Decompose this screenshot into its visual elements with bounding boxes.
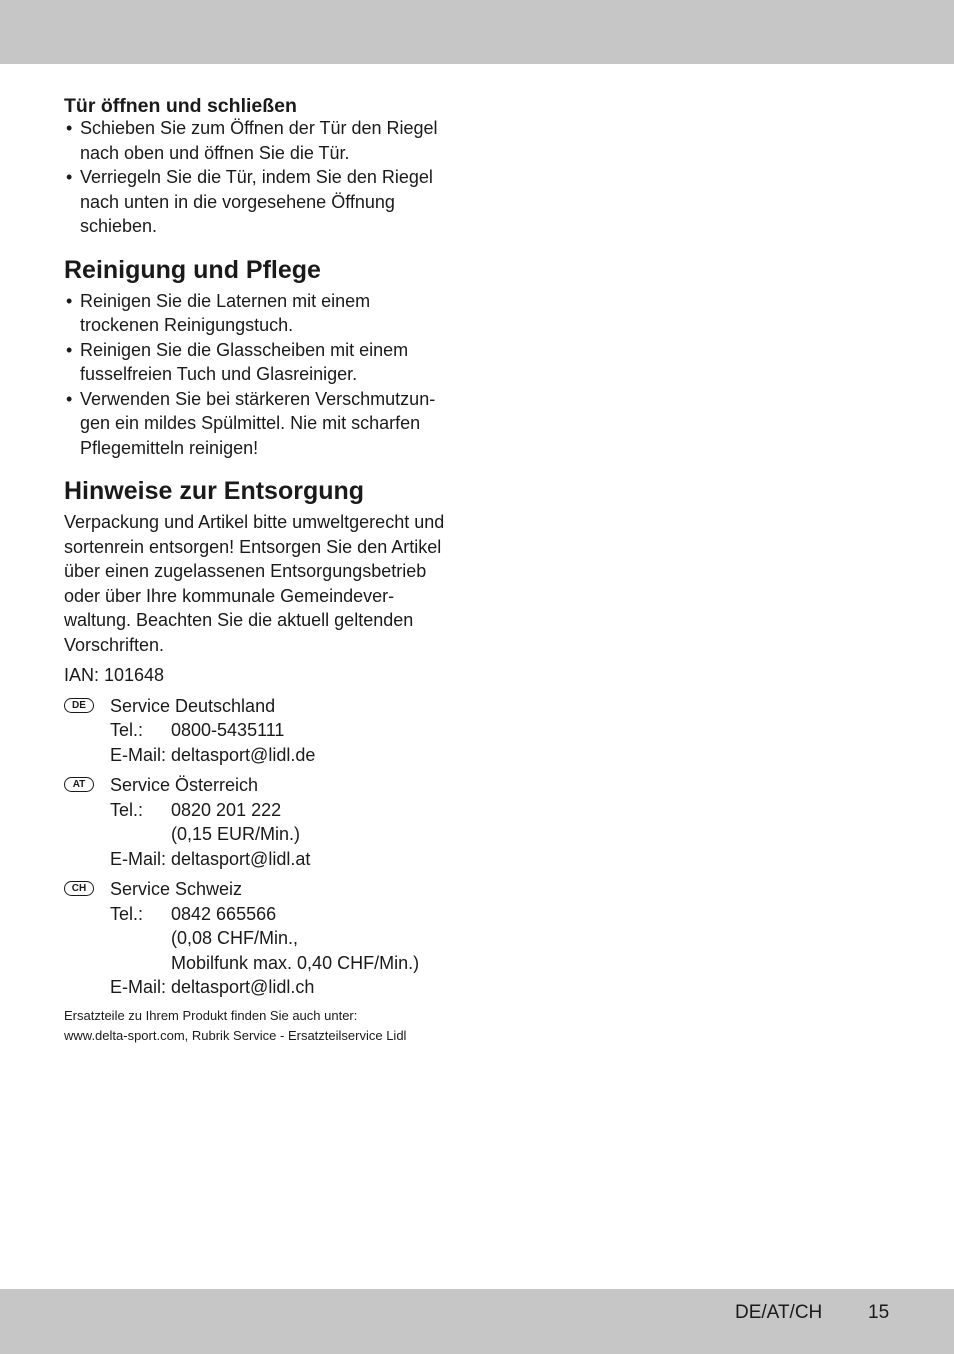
spare-parts-line: Ersatzteile zu Ihrem Produkt finden Sie auch unter: (64, 1007, 358, 1023)
country-badge-at: AT (64, 777, 94, 792)
ian-number: IAN: 101648 (64, 665, 165, 685)
tel-label: Tel.: (110, 720, 144, 740)
email-address: deltasport@lidl.de (171, 744, 316, 765)
service-germany (64, 694, 454, 768)
tel-rate: (0,08 CHF/Min., (171, 928, 299, 948)
tel-rate-mobile: Mobilfunk max. 0,40 CHF/Min.) (171, 952, 420, 973)
tel-number: 0800-5435111 (171, 720, 285, 740)
email-label: E-Mail: (110, 977, 167, 997)
service-austria (64, 773, 454, 871)
email-label: E-Mail: (110, 848, 167, 869)
list-item: • Reinigen Sie die Laternen mit einem trockenen Reinigungstuch. (64, 289, 454, 338)
list-item: • Verriegeln Sie die Tür, indem Sie den Riegel nach unten in die vorgesehene Öffnung schieben. (64, 165, 454, 239)
email-label: E-Mail: (110, 744, 167, 765)
service-switzerland (64, 877, 454, 1000)
page-number: 15 (868, 1302, 890, 1323)
country-badge-ch: CH (64, 881, 94, 896)
cleaning-heading: Reinigung und Pflege (64, 255, 321, 284)
cleaning-instructions (64, 289, 454, 461)
list-item: • Reinigen Sie die Glasscheiben mit einem fusselfreien Tuch und Glasreiniger. (64, 338, 454, 387)
disposal-text: Verpackung und Artikel bitte umweltgerecht und sortenrein entsorgen! Entsorgen Sie den Artikel über einen zugelassenen Entsorgungsbetrieb oder über Ihre kommunale Gemeindever-waltung. Beachten Sie die aktuell geltenden Vorschriften. (64, 512, 445, 655)
list-item: • Schieben Sie zum Öffnen der Tür den Riegel nach oben und öffnen Sie die Tür. (64, 116, 454, 165)
country-badge-de: DE (64, 698, 94, 713)
spare-parts-note (64, 1006, 454, 1046)
door-instructions (64, 116, 454, 239)
service-name: Service Deutschland (110, 695, 276, 716)
spare-parts-link: www.delta-sport.com, Rubrik Service - Ersatzteilservice Lidl (64, 1027, 407, 1043)
service-name: Service Schweiz (110, 879, 243, 899)
header-bar (0, 0, 954, 64)
page-content (64, 92, 454, 1046)
door-heading: Tür öffnen und schließen (64, 95, 297, 117)
footer-region: DE/AT/CH (735, 1302, 823, 1323)
tel-rate: (0,15 EUR/Min.) (171, 824, 301, 844)
tel-label: Tel.: (110, 799, 144, 820)
tel-label: Tel.: (110, 903, 144, 924)
list-item: • Verwenden Sie bei stärkeren Verschmutzun-gen ein mildes Spülmittel. Nie mit scharfen Pflegemitteln reinigen! (64, 387, 454, 461)
tel-number: 0842 665566 (171, 903, 277, 924)
email-address: deltasport@lidl.ch (171, 977, 315, 997)
email-address: deltasport@lidl.at (171, 848, 311, 869)
service-name: Service Österreich (110, 775, 259, 795)
tel-number: 0820 201 222 (171, 799, 282, 820)
disposal-heading: Hinweise zur Entsorgung (64, 477, 365, 505)
